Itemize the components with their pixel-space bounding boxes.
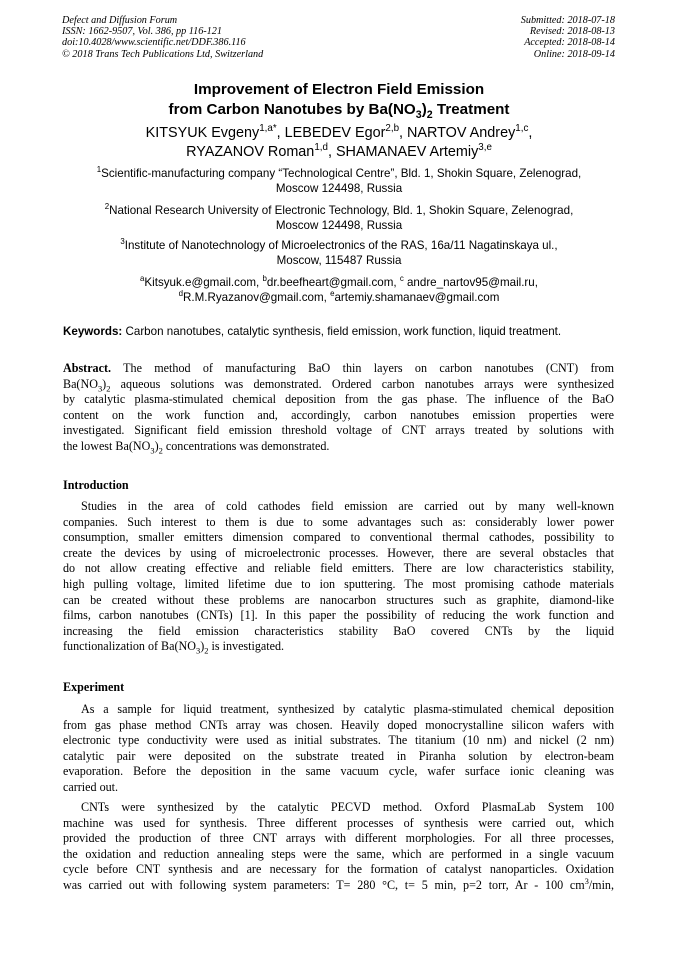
body-line: films, carbon nanotubes (CNTs) [1]. In this paper the possibility of reducing the work function and — [63, 608, 614, 623]
title-text: ) — [421, 101, 427, 118]
email-line-1 — [0, 275, 678, 290]
body-line: Studies in the area of cold cathodes field emission are carried out by many well-known — [81, 499, 614, 513]
affiliation-line: Moscow 124498, Russia — [275, 219, 403, 232]
body-line: provided the production of three CNT arrays with different morphologies. For all three processes, — [63, 831, 614, 846]
affiliation-text: Scientific-manufacturing company “Technological Centre”, Bld. 1, Shokin Square, Zelenograd, — [101, 167, 582, 180]
body-superscript: 3 — [584, 876, 589, 886]
body-text: /min, — [588, 877, 614, 892]
body-line: catalytic pair were deposited on the substrate treated in Piranha solution by electron-beam — [63, 748, 614, 763]
date-accepted: Accepted: 2018-08-14 — [524, 37, 615, 49]
body-line: evaporation. Before the deposition in the same vacuum cycle, wafer surface ionic cleaning was — [63, 764, 614, 779]
keywords-text: Carbon nanotubes, catalytic synthesis, field emission, work function, liquid treatment. — [122, 325, 562, 338]
experiment-paragraph-2 — [63, 800, 614, 894]
author-name: SHAMANAEV Artemiy — [335, 144, 479, 160]
email-marker: e — [330, 289, 335, 299]
title-text: Treatment — [432, 101, 510, 118]
author-emails — [0, 275, 678, 305]
title-subscript: 3 — [415, 109, 422, 122]
body-text: was carried out with following system parameters: T= 280 °C, t= 5 min, p=2 torr, Ar - 100 cm — [63, 877, 585, 892]
author-affil: 1,d — [314, 142, 328, 154]
affiliation-text: National Research University of Electronic Technology, Bld. 1, Shokin Square, Zelenograd, — [109, 204, 574, 217]
affiliation-text: Institute of Nanotechnology of Microelectronics of the RAS, 16a/11 Nagatinskaya ul., — [124, 239, 558, 252]
email-marker: b — [262, 274, 267, 284]
author-name: LEBEDEV Egor — [284, 125, 386, 141]
email-link[interactable]: R.M.Ryazanov@gmail.com, — [183, 291, 331, 304]
date-online: Online: 2018-09-14 — [533, 48, 615, 60]
date-submitted: Submitted: 2018-07-18 — [520, 15, 615, 26]
author-affil: 1,a* — [259, 123, 277, 135]
journal-copyright: © 2018 Trans Tech Publications Ltd, Switzerland — [62, 48, 264, 60]
body-subscript: 2 — [204, 645, 209, 656]
abstract-line — [63, 439, 614, 455]
affiliation-line — [0, 166, 678, 181]
journal-header — [62, 15, 263, 60]
body-line: from gas phase method CNTs array was chosen. Heavily doped monocrystalline silicon wafers with — [63, 717, 614, 732]
body-line: can be created without these problems are nanocarbon structures such as graphite, diamond-like — [63, 592, 614, 607]
abstract-text: the lowest Ba(NO — [63, 438, 151, 453]
keywords-label: Keywords: — [63, 325, 123, 338]
affiliation-3 — [0, 238, 678, 268]
body-line: machine was used for synthesis. Three different processes of synthesis were carried out, which — [63, 815, 614, 830]
introduction-body — [63, 499, 614, 655]
affiliation-1 — [0, 166, 678, 196]
journal-doi[interactable]: doi:10.4028/www.scientific.net/DDF.386.116 — [62, 37, 246, 49]
abstract-subscript: 3 — [150, 445, 155, 456]
abstract-line — [63, 377, 614, 393]
author-affil: 3,e — [478, 142, 492, 154]
author-affil: 1,c — [515, 123, 529, 135]
abstract-line: by catalytic plasma-stimulated chemical deposition from the gas phase. The influence of the BaO — [63, 392, 614, 407]
affiliation-2 — [0, 203, 678, 233]
affiliation-number: 3 — [120, 237, 125, 247]
author-line-2: RYAZANOV Roman$^{1,d}$, SHAMANAEV Artemiy$^{3,e}$ — [186, 142, 492, 160]
abstract-line — [63, 361, 614, 377]
abstract-text: Ba(NO — [63, 376, 98, 391]
body-line: high pulling voltage, limited lifetime due to ion sputtering. The most promising cathode materials — [63, 576, 614, 591]
body-line: electronic type conductivity were used as initial substrates. The titanium (10 nm) and nickel (2 nm) — [63, 733, 614, 748]
body-line: As a sample for liquid treatment, synthesized by catalytic plasma-stimulated chemical deposition — [81, 702, 614, 716]
abstract-subscript: 2 — [158, 445, 163, 456]
journal-issn: ISSN: 1662-9507, Vol. 386, pp 116-121 — [62, 26, 222, 38]
email-marker: d — [178, 289, 183, 299]
title-subscript: 2 — [426, 109, 433, 122]
body-line: the oxidation and reduction annealing steps were the same, which are performed in a single vacuum — [63, 846, 614, 861]
keywords — [63, 324, 623, 339]
author-list — [0, 124, 678, 162]
abstract-text: concentrations was demonstrated. — [162, 438, 330, 453]
body-line: consumption, smaller emitters dimension compared to conventional thermal cathodes, possibility to — [63, 530, 614, 545]
body-line: do not allow creating effective and reliable field emitters. There are low characteristics stability, — [63, 561, 614, 576]
abstract-line: investigated. Significant field emission threshold voltage of CNT arrays treated by solutions with — [63, 423, 614, 438]
affiliation-line: Moscow 124498, Russia — [275, 182, 403, 195]
body-line: cycle before CNT synthesis and are necessary for the formation of catalyst nanoparticles. Oxidation — [63, 862, 614, 877]
title-line-1: Improvement of Electron Field Emission — [193, 81, 485, 98]
body-subscript: 3 — [196, 645, 201, 656]
body-line — [63, 639, 614, 655]
author-name: RYAZANOV Roman — [186, 144, 315, 160]
journal-name: Defect and Diffusion Forum — [62, 15, 178, 26]
body-text: is investigated. — [208, 639, 285, 654]
author-name: NARTOV Andrey — [407, 125, 516, 141]
abstract-line: content on the work function and, accordingly, carbon nanotubes emission properties were — [63, 407, 614, 422]
title-text: from Carbon Nanotubes by Ba(NO — [168, 101, 416, 118]
paper-title — [0, 80, 678, 120]
abstract-text: aqueous solutions was demonstrated. Ordered carbon nanotubes arrays were synthesized — [110, 376, 614, 391]
body-line: create the devices by using of microelectronic processes. However, there are several obstacles that — [63, 545, 614, 560]
abstract — [63, 361, 614, 455]
introduction-heading: Introduction — [63, 478, 129, 492]
affiliation-number: 2 — [104, 202, 110, 212]
abstract-text: ) — [102, 376, 107, 391]
body-line: CNTs were synthesized by the catalytic PECVD method. Oxford PlasmaLab System 100 — [81, 800, 614, 814]
body-text: functionalization of Ba(NO — [63, 639, 196, 654]
affiliation-line — [0, 203, 678, 218]
date-revised: Revised: 2018-08-13 — [529, 26, 615, 38]
email-line-2 — [0, 290, 678, 305]
email-link[interactable]: dr.beefheart@gmail.com, — [266, 276, 400, 289]
body-line: carried out. — [63, 779, 119, 794]
body-text: ) — [200, 639, 205, 654]
author-name: KITSYUK Evgeny — [145, 125, 260, 141]
abstract-subscript: 3 — [97, 383, 103, 393]
title-line-2 — [0, 100, 678, 120]
dates-header — [521, 15, 615, 60]
email-link[interactable]: Kitsyuk.e@gmail.com, — [144, 276, 263, 289]
email-marker: a — [140, 274, 145, 284]
experiment-paragraph-1 — [63, 702, 614, 796]
affiliation-line: Moscow, 115487 Russia — [276, 254, 402, 267]
affiliation-line — [0, 238, 678, 253]
affiliation-number: 1 — [96, 165, 102, 175]
abstract-subscript: 2 — [106, 383, 111, 393]
body-line: companies. Such interest to them is due to some advantages such as: considerably lower power — [63, 514, 614, 529]
body-line: increasing the field emission characteristics stability BaO covered CNTs by the liquid — [63, 623, 614, 638]
author-line-1: KITSYUK Evgeny$^{1,a*}$, LEBEDEV Egor$^{2,b}$, NARTOV Andrey$^{1,c}$, — [145, 123, 533, 141]
abstract-text: The method of manufacturing BaO thin layers on carbon nanotubes (CNT) from — [111, 361, 614, 375]
email-marker: c — [399, 274, 404, 284]
experiment-heading: Experiment — [63, 680, 125, 694]
email-link[interactable]: andre_nartov95@mail.ru, — [403, 276, 538, 289]
abstract-text: ) — [154, 438, 159, 453]
email-link[interactable]: artemiy.shamanaev@gmail.com — [334, 291, 500, 304]
author-affil: 2,b — [385, 123, 400, 135]
abstract-label: Abstract. — [63, 361, 112, 375]
body-line — [63, 878, 614, 894]
